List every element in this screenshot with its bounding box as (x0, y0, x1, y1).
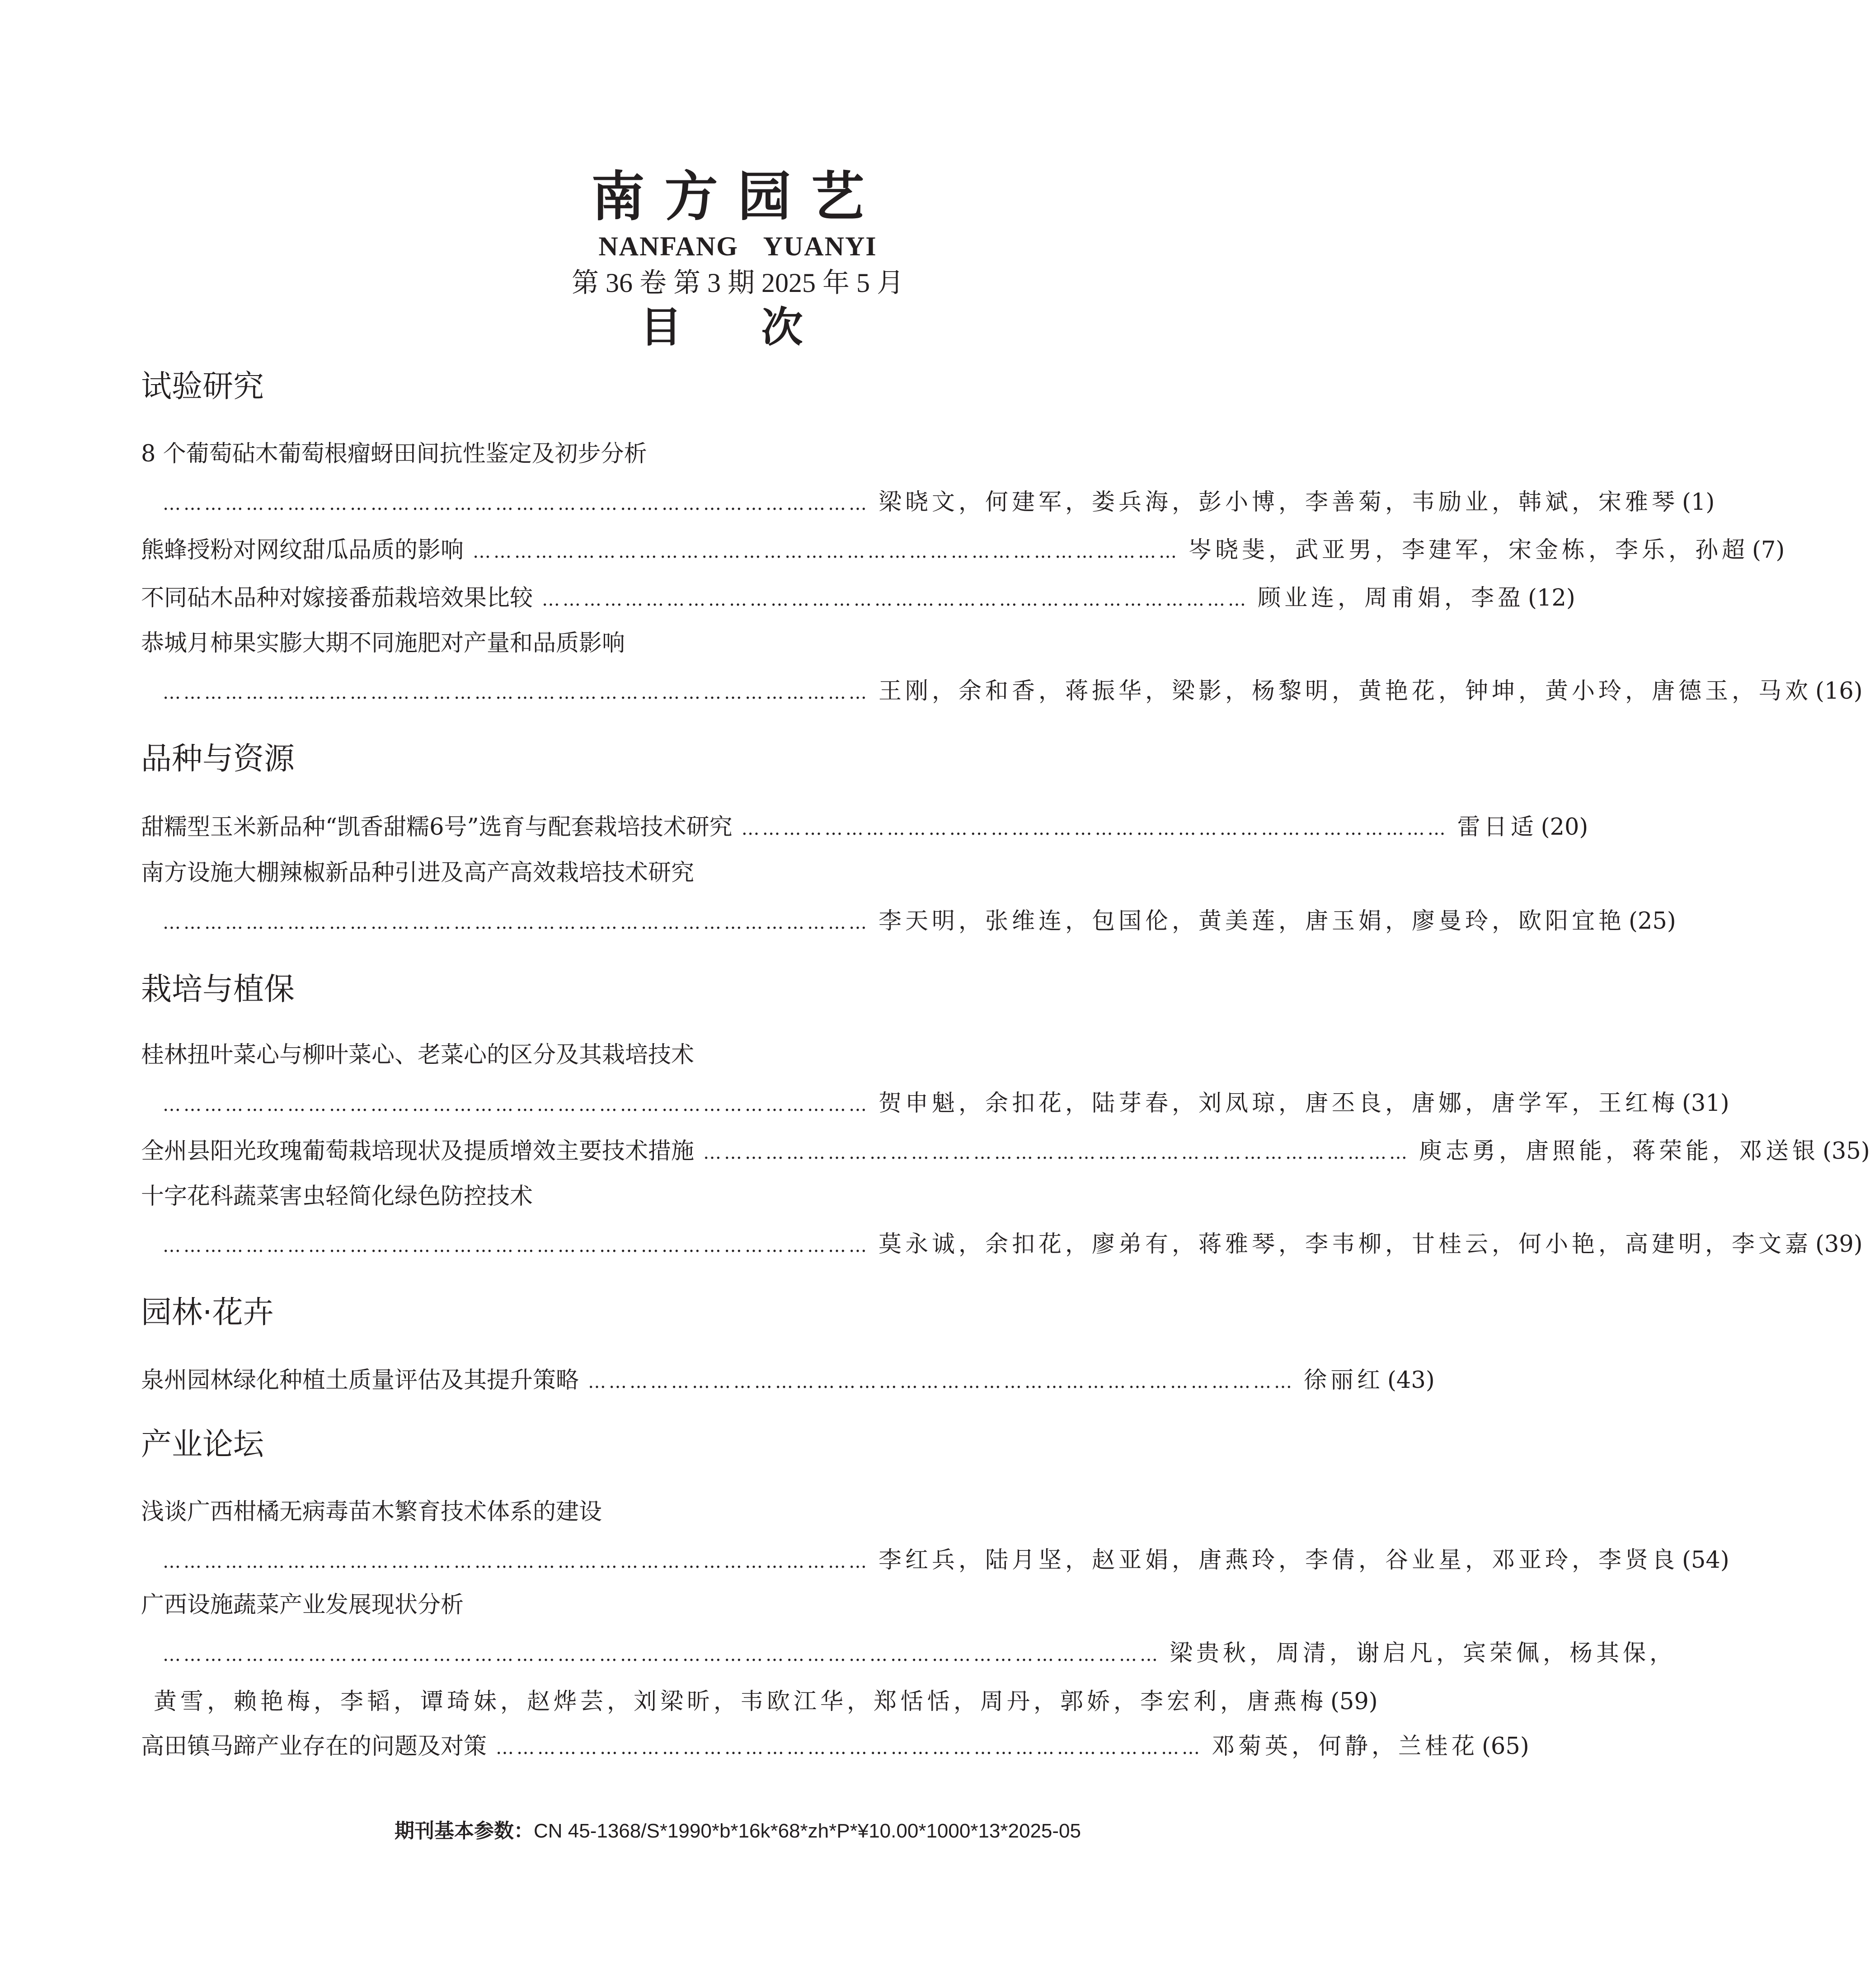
footer-label: 期刊基本参数： (395, 1820, 534, 1842)
toc-entry[interactable] (154, 1229, 1863, 1262)
page-number: (39) (1815, 1231, 1863, 1258)
page-number: (1) (1682, 489, 1715, 516)
leader-dots: ………………………………………………………………………………………… (163, 1095, 869, 1115)
leader-dots: ………………………………………………………………………………………… (741, 818, 1448, 839)
page-number: (54) (1682, 1547, 1729, 1574)
article-title: 泉州园林绿化种植土质量评估及其提升策略 (141, 1367, 579, 1394)
toc-entry[interactable] (141, 583, 1575, 616)
page-number: (59) (1330, 1688, 1378, 1715)
toc-entry[interactable] (141, 1365, 1435, 1398)
toc-entry[interactable] (154, 1088, 1729, 1121)
article-authors: 顾业连，周甫娟，李盈 (1258, 585, 1525, 611)
leader-dots: ………………………………………………………………………………………… (542, 589, 1249, 610)
section-heading: 园林·花卉 (141, 1295, 274, 1330)
section-heading: 产业论坛 (141, 1427, 264, 1462)
page-number: (7) (1752, 537, 1785, 564)
toc-entry[interactable] (154, 487, 1715, 520)
section-heading: 试验研究 (141, 369, 264, 404)
toc-entry[interactable] (141, 1731, 1529, 1764)
leader-dots: ……………………………………………………………………………………………………………………………… (163, 1645, 1161, 1665)
page-number: (12) (1528, 585, 1575, 611)
article-authors: 徐丽红 (1304, 1367, 1384, 1394)
toc-entry[interactable] (141, 1136, 1870, 1169)
article-authors: 莫永诚，余扣花，廖弟有，蒋雅琴，李韦柳，甘桂云，何小艳，高建明，李文嘉 (879, 1231, 1812, 1258)
article-title[interactable]: 恭城月柿果实膨大期不同施肥对产量和品质影响 (141, 630, 625, 657)
toc-entry[interactable] (154, 1638, 1677, 1671)
article-authors: 李红兵，陆月坚，赵亚娟，唐燕玲，李倩，谷业星，邓亚玲，李贤良 (879, 1547, 1679, 1574)
page-number: (20) (1541, 814, 1588, 841)
leader-dots: ………………………………………………………………………………………… (163, 1236, 869, 1256)
article-title: 甜糯型玉米新品种“凯香甜糯6号”选育与配套栽培技术研究 (141, 814, 733, 841)
journal-title-cn: 南方园艺 (591, 165, 884, 228)
article-title[interactable]: 浅谈广西柑橘无病毒苗木繁育技术体系的建设 (141, 1499, 602, 1525)
toc-entry[interactable] (141, 535, 1785, 568)
article-title: 不同砧木品种对嫁接番茄栽培效果比较 (141, 585, 533, 611)
article-title: 高田镇马蹄产业存在的问题及对策 (141, 1733, 487, 1760)
toc-entry[interactable] (154, 676, 1863, 709)
toc-entry-continuation[interactable] (154, 1686, 1378, 1718)
page-number: (31) (1682, 1090, 1729, 1117)
article-title[interactable]: 桂林扭叶菜心与柳叶菜心、老菜心的区分及其栽培技术 (141, 1042, 695, 1068)
page-number: (35) (1823, 1138, 1870, 1165)
leader-dots: ………………………………………………………………………………………… (163, 493, 869, 514)
article-authors: 贺申魁，余扣花，陆芽春，刘凤琼，唐丕良，唐娜，唐学军，王红梅 (879, 1090, 1679, 1117)
article-authors: 庾志勇，唐照能，蒋荣能，邓送银 (1419, 1138, 1819, 1165)
toc-entry[interactable] (141, 812, 1588, 845)
leader-dots: ………………………………………………………………………………………… (473, 541, 1180, 562)
article-title[interactable]: 南方设施大棚辣椒新品种引进及高产高效栽培技术研究 (141, 860, 695, 886)
leader-dots: ………………………………………………………………………………………… (163, 912, 869, 933)
article-title[interactable]: 十字花科蔬菜害虫轻简化绿色防控技术 (141, 1183, 533, 1210)
section-heading: 品种与资源 (141, 741, 295, 777)
leader-dots: ………………………………………………………………………………………… (496, 1738, 1203, 1758)
toc-entry[interactable] (154, 906, 1676, 939)
article-authors: 李天明，张维连，包国伦，黄美莲，唐玉娟，廖曼玲，欧阳宜艳 (879, 908, 1626, 935)
toc-entry[interactable] (154, 1545, 1729, 1578)
article-authors: 邓菊英，何静，兰桂花 (1212, 1733, 1479, 1760)
article-authors: 黄雪，赖艳梅，李韬，谭琦妹，赵烨芸，刘梁昕，韦欧江华，郑恬恬，周丹，郭娇，李宏利，唐燕梅 (154, 1688, 1327, 1715)
article-authors: 岑晓斐，武亚男，李建军，宋金栋，李乐，孙超 (1189, 537, 1749, 564)
page-number: (65) (1482, 1733, 1529, 1760)
article-title[interactable]: 广西设施蔬菜产业发展现状分析 (141, 1592, 464, 1618)
leader-dots: ………………………………………………………………………………………… (588, 1372, 1295, 1392)
leader-dots: ………………………………………………………………………………………… (703, 1142, 1410, 1163)
article-authors: 梁贵秋，周清，谢启凡，宾荣佩，杨其保， (1170, 1640, 1677, 1667)
article-authors: 雷日适 (1457, 814, 1537, 841)
article-title: 熊蜂授粉对网纹甜瓜品质的影响 (141, 537, 464, 564)
article-authors: 王刚，余和香，蒋振华，梁影，杨黎明，黄艳花，钟坤，黄小玲，唐德玉，马欢 (879, 678, 1812, 705)
issue-info: 第 36 卷 第 3 期 2025 年 5 月 (572, 268, 904, 298)
toc-heading: 目 次 (640, 303, 836, 352)
footer-value: CN 45-1368/S*1990*b*16k*68*zh*P*¥10.00*1000*13*2025-05 (534, 1820, 1081, 1842)
page-number: (43) (1387, 1367, 1435, 1394)
article-authors: 梁晓文，何建军，娄兵海，彭小博，李善菊，韦励业，韩斌，宋雅琴 (879, 489, 1679, 516)
page-number: (16) (1815, 678, 1863, 705)
page-number: (25) (1629, 908, 1676, 935)
leader-dots: ………………………………………………………………………………………… (163, 1551, 869, 1572)
leader-dots: ………………………………………………………………………………………… (163, 682, 869, 703)
article-title: 全州县阳光玫瑰葡萄栽培现状及提质增效主要技术措施 (141, 1138, 695, 1165)
journal-parameters (0, 1819, 1475, 1844)
journal-title-en: NANFANG YUANYI (598, 231, 877, 261)
section-heading: 栽培与植保 (141, 972, 295, 1007)
article-title[interactable]: 8 个葡萄砧木葡萄根瘤蚜田间抗性鉴定及初步分析 (141, 441, 647, 467)
